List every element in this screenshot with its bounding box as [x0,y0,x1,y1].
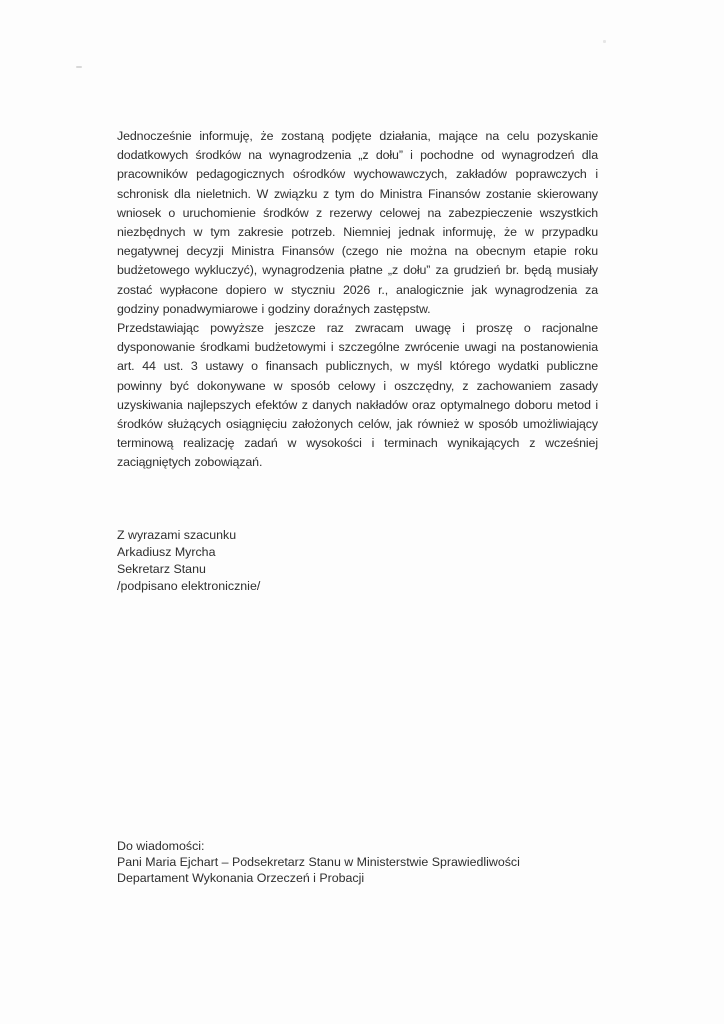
scan-speck [76,66,82,68]
paragraph-budget-discipline: Przedstawiając powyższe jeszcze raz zwracam uwagę i proszę o racjonalne dysponowanie środkami budżetowymi i szczególne zwrócenie uwagi na postanowienia art. 44 ust. 3 ustawy o finansach publicznych, w myśl którego wydatki publiczne powinny być dokonywane w sposób celowy i oszczędny, z zachowaniem zasady uzyskiwania najlepszych efektów z danych nakładów oraz optymalnego doboru metod i środków służących osiągnięciu założonych celów, jak również w sposób umożliwiający terminową realizację zadań w wysokości i terminach wynikających z wcześniej zaciągniętych zobowiązań. [117,321,598,470]
cc-heading: Do wiadomości: [117,839,205,853]
signature-block [117,527,260,595]
cc-recipient: Pani Maria Ejchart – Podsekretarz Stanu w Ministerstwie Sprawiedliwości [117,855,520,869]
paragraph-funding-info: Jednocześnie informuję, że zostaną podjęte działania, mające na celu pozyskanie dodatkowych środków na wynagrodzenia „z dołu” i pochodne od wynagrodzeń dla pracowników pedagogicznych ośrodków wychowawczych, zakładów poprawczych i schronisk dla nieletnich. W związku z tym do Ministra Finansów zostanie skierowany wniosek o uruchomienie środków z rezerwy celowej na zabezpieczenie wszystkich niezbędnych w tym zakresie potrzeb. Niemniej jednak informuję, że w przypadku negatywnej decyzji Ministra Finansów (czego nie można na obecnym etapie roku budżetowego wykluczyć), wynagrodzenia płatne „z dołu” za grudzień br. będą musiały zostać wypłacone dopiero w styczniu 2026 r., analogicznie jak wynagrodzenia za godziny ponadwymiarowe i godziny doraźnych zastępstw. [117,129,598,316]
signatory-name: Arkadiusz Myrcha [117,545,216,559]
letter-body [117,127,598,473]
cc-recipient: Departament Wykonania Orzeczeń i Probacji [117,871,365,885]
closing-phrase: Z wyrazami szacunku [117,528,237,542]
signatory-title: Sekretarz Stanu [117,562,206,576]
signature-note: /podpisano elektronicznie/ [117,579,261,593]
scan-speck [603,40,606,43]
cc-block [117,838,520,886]
